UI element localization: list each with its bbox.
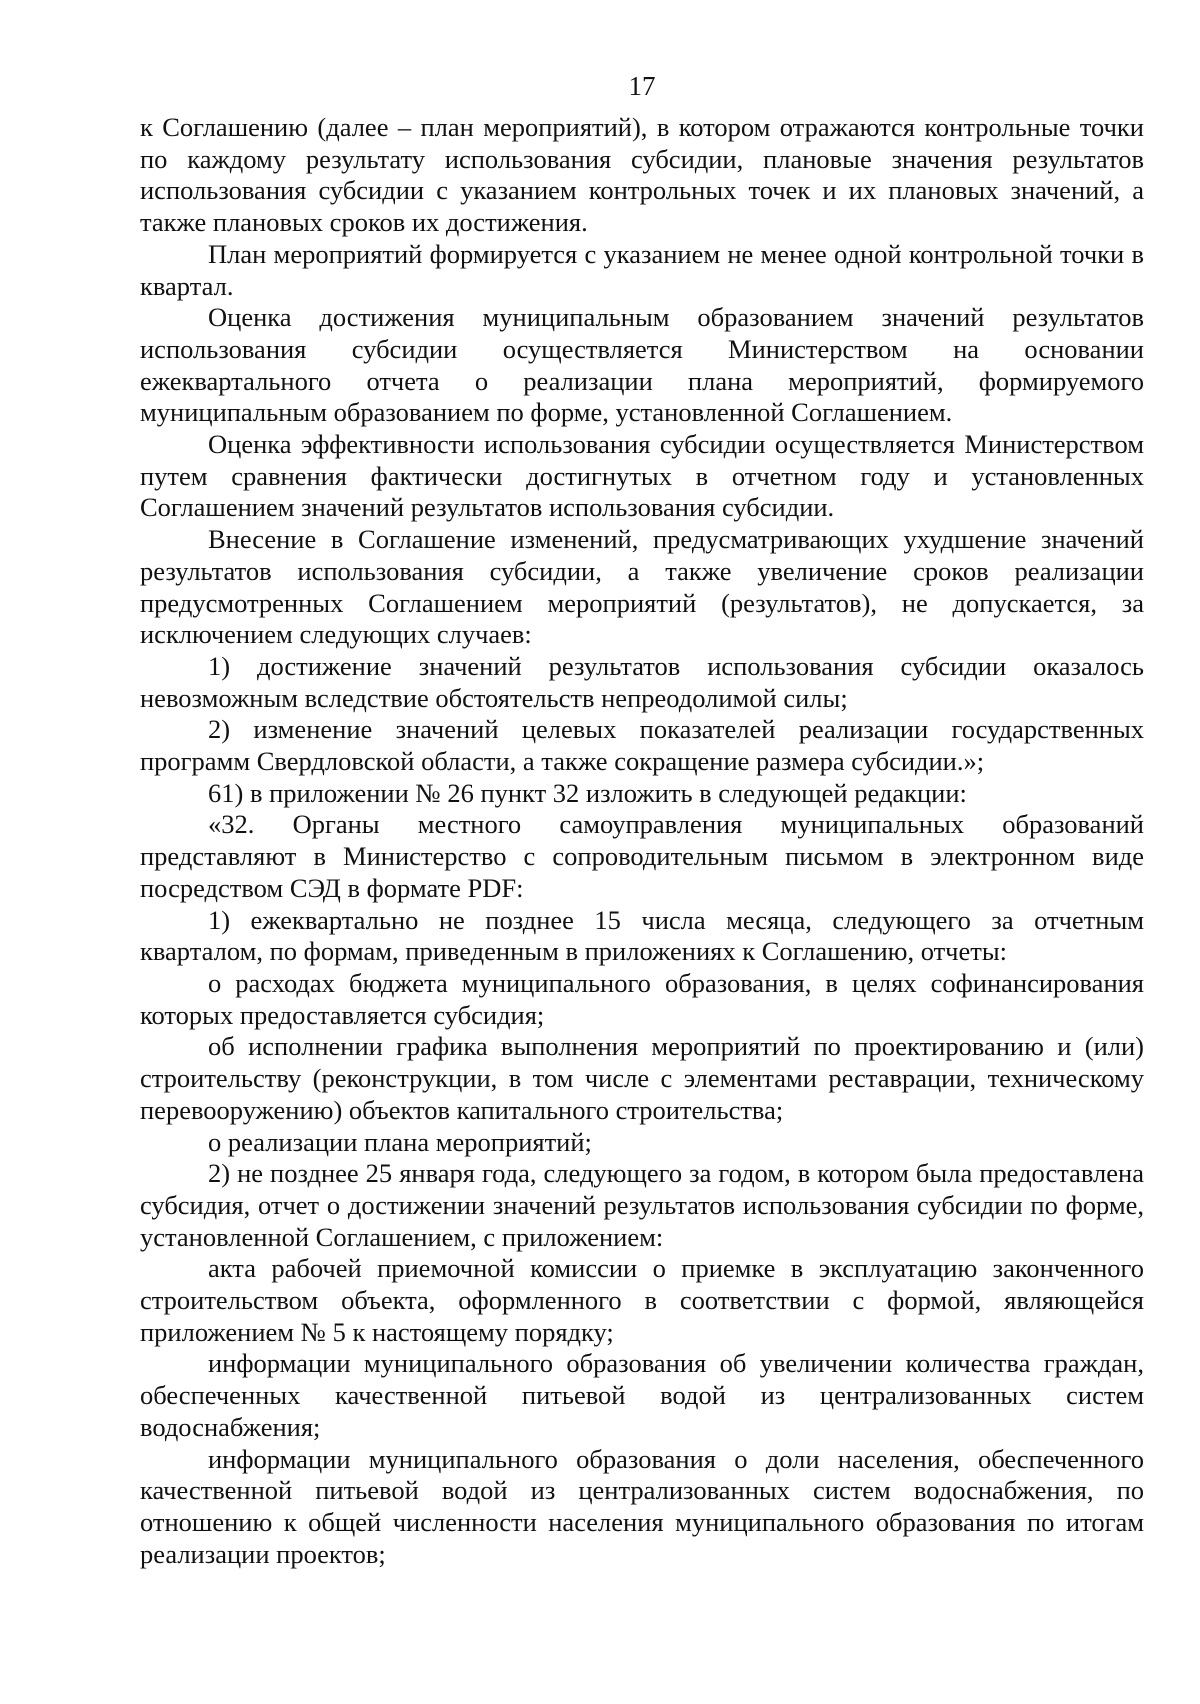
- page-number: 17: [628, 71, 656, 101]
- paragraph-5: Внесение в Соглашение изменений, предусматривающих ухудшение значений результатов использования субсидии, а также увеличение сроков реализации предусмотренных Соглашением мероприятий (результатов), не допускается, за исключением следующих случаев:: [140, 524, 1144, 650]
- paragraph-10: 1) ежеквартально не позднее 15 числа месяца, следующего за отчетным кварталом, по формам, приведенным в приложениях к Соглашению, отчеты:: [140, 904, 1144, 967]
- paragraph-17: информации муниципального образования о доли населения, обеспеченного качественной питьевой водой из централизованных систем водоснабжения, по отношению к общей численности населения муниципального образования по итогам реализации проектов;: [140, 1443, 1144, 1569]
- paragraph-7: 2) изменение значений целевых показателей реализации государственных программ Свердловской области, а также сокращение размера субсидии.»;: [140, 714, 1144, 777]
- paragraph-12: об исполнении графика выполнения мероприятий по проектированию и (или) строительству (реконструкции, в том числе с элементами реставрации, техническому перевооружению) объектов капитального строительства;: [140, 1031, 1144, 1125]
- paragraph-6: 1) достижение значений результатов использования субсидии оказалось невозможным вследствие обстоятельств непреодолимой силы;: [140, 650, 1144, 713]
- paragraph-14: 2) не позднее 25 января года, следующего за годом, в котором была предоставлена субсидия, отчет о достижении значений результатов использования субсидии по форме, установленной Соглашением, с приложением:: [140, 1158, 1144, 1252]
- paragraph-9: «32. Органы местного самоуправления муниципальных образований представляют в Министерство с сопроводительным письмом в электронном виде посредством СЭД в формате PDF:: [140, 809, 1144, 903]
- paragraph-16: информации муниципального образования об увеличении количества граждан, обеспеченных качественной питьевой водой из централизованных систем водоснабжения;: [140, 1348, 1144, 1442]
- paragraph-4: Оценка эффективности использования субсидии осуществляется Министерством путем сравнения фактически достигнутых в отчетном году и установленных Соглашением значений результатов использования субсидии.: [140, 429, 1144, 523]
- paragraph-3: Оценка достижения муниципальным образованием значений результатов использования субсидии осуществляется Министерством на основании ежеквартального отчета о реализации плана мероприятий, формируемого муниципальным образованием по форме, установленной Соглашением.: [140, 302, 1144, 428]
- paragraph-8: 61) в приложении № 26 пункт 32 изложить в следующей редакции:: [208, 777, 967, 808]
- paragraph-11: о расходах бюджета муниципального образования, в целях софинансирования которых предоставляется субсидия;: [140, 967, 1144, 1030]
- paragraph-1: к Соглашению (далее – план мероприятий), в котором отражаются контрольные точки по каждому результату использования субсидии, плановые значения результатов использования субсидии с указанием контрольных точек и их плановых значений, а также плановых сроков их достижения.: [140, 112, 1144, 238]
- paragraph-13: о реализации плана мероприятий;: [208, 1126, 592, 1157]
- document-page: [140, 68, 1144, 1570]
- paragraph-15: акта рабочей приемочной комиссии о приемке в эксплуатацию законченного строительством объекта, оформленного в соответствии с формой, являющейся приложением № 5 к настоящему порядку;: [140, 1253, 1144, 1347]
- paragraph-2: План мероприятий формируется с указанием не менее одной контрольной точки в квартал.: [140, 238, 1144, 301]
